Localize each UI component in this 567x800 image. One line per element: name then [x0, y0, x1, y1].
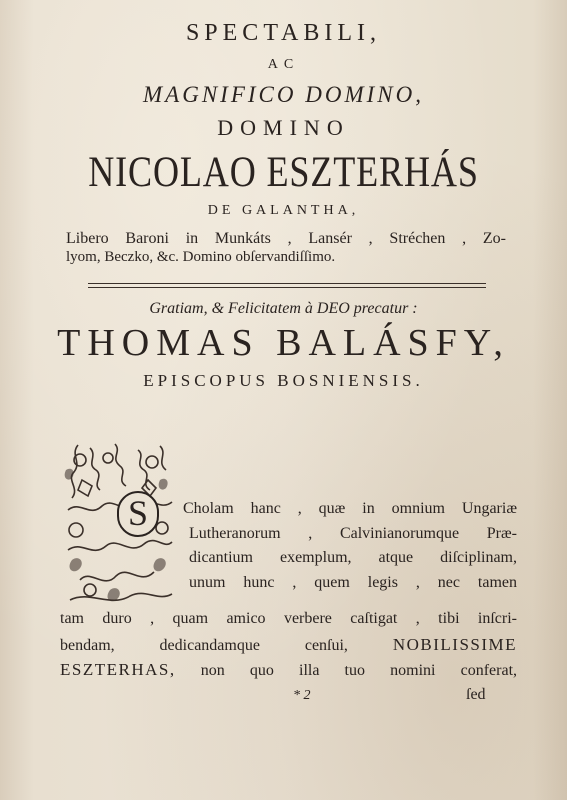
dedication-line-magnifico: MAGNIFICO DOMINO,: [143, 82, 424, 107]
body-text-line-5: tam duro , quam amico verbere caſtigat , tibi inſcri-: [60, 610, 517, 627]
dedicatee-name: NICOLAO ESZTERHÁS: [88, 149, 479, 196]
author-name: THOMAS BALÁSFY,: [57, 322, 510, 364]
floral-woodcut-icon: [60, 440, 178, 610]
body-text-line-6: [60, 635, 517, 655]
body-text-eszterhas: ESZTERHAS,: [60, 660, 176, 679]
author-office: EPISCOPUS BOSNIENSIS.: [143, 371, 424, 390]
divider-rule-thin: [88, 287, 486, 288]
body-text-line-7: [60, 660, 517, 680]
decorated-initial-ornament: [60, 440, 178, 610]
dedication-line-domino: DOMINO: [217, 115, 350, 140]
catchword: ſed: [466, 686, 486, 703]
body-text-line-6-start: bendam, dedicandamque cenſui,: [60, 637, 348, 654]
dedication-line-ac: AC: [267, 57, 300, 72]
dedication-line-galantha: DE GALANTHA,: [207, 203, 360, 218]
signature-mark: * 2: [293, 688, 311, 703]
body-text-nobilissime: NOBILISSIME: [392, 635, 518, 654]
dedicatee-titles-line-2: lyom, Beczko, &c. Domino obſervandiſſimo.: [66, 249, 336, 265]
dedication-line-spectabili: SPECTABILI,: [185, 20, 382, 46]
greeting-line: Gratiam, & Felicitatem à DEO precatur :: [149, 300, 418, 317]
body-text-line-2: Lutheranorum , Calvinianorumque Præ-: [189, 525, 517, 542]
body-text-line-3: dicantium exemplum, atque diſciplinam,: [189, 549, 517, 566]
divider-rule: [88, 283, 486, 284]
dedicatee-titles-line-1: Libero Baroni in Munkáts , Lansér , Stréchen , Zo-: [66, 230, 506, 247]
initial-letter: S: [127, 493, 149, 533]
body-text-line-7-end: non quo illa tuo nomini conferat,: [200, 662, 518, 679]
body-text-line-1: Cholam hanc , quæ in omnium Ungariæ: [183, 500, 517, 517]
body-text-line-4: unum hunc , quem legis , nec tamen: [189, 574, 517, 591]
